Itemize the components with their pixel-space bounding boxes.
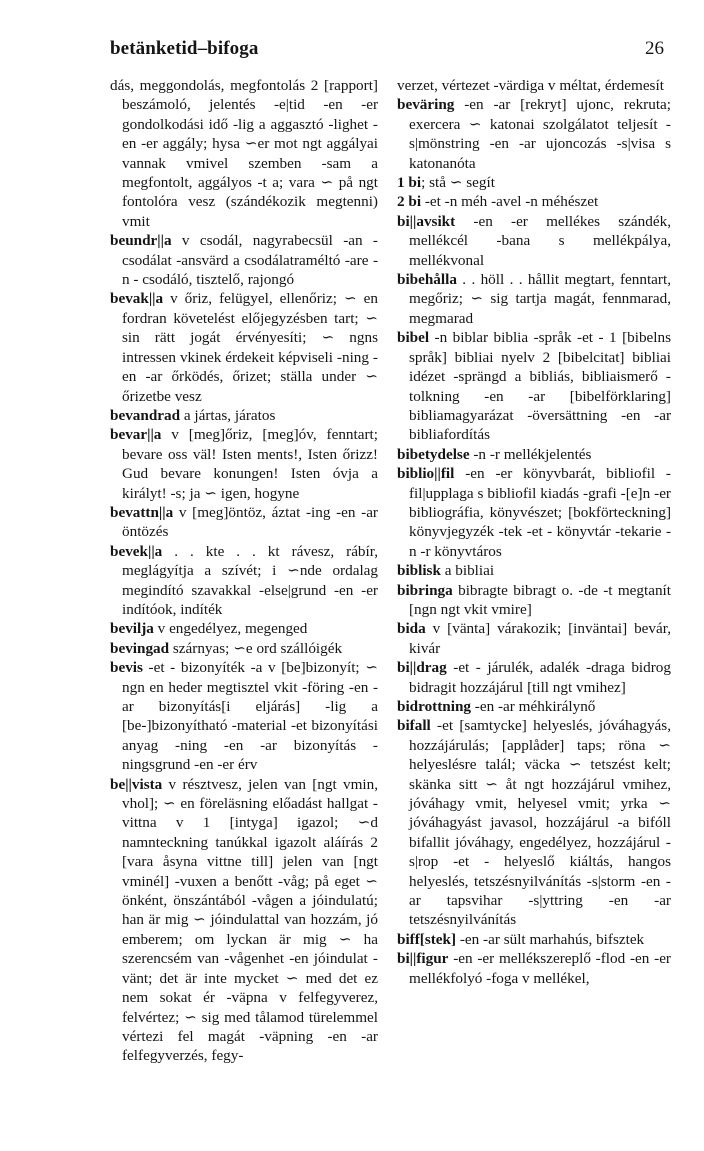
- dictionary-entry: [397, 328, 671, 444]
- headword: bibehålla: [397, 271, 457, 289]
- entry-text: -en -ar méhkirálynő: [471, 698, 596, 715]
- entry-text: . . höll . . hållit megtart, fenntart, megőriz; ∽ sig tartja magát, fennmarad, megmarad: [409, 271, 671, 327]
- entry-text: -et -n méh -avel -n méhészet: [421, 193, 599, 211]
- left-column: [110, 76, 378, 1066]
- entry-text: -en -er mellékszereplő -flod -en -er mellékfolyó -foga v mellékel,: [409, 950, 671, 987]
- dictionary-entry: [110, 425, 378, 503]
- entry-text: v engedélyez, megenged: [153, 620, 308, 638]
- headword: bevingad: [110, 639, 170, 657]
- headword: bi||figur: [397, 950, 449, 968]
- entry-text: -n biblar biblia -språk -et - 1 [bibelns språk] bibliai nyelv 2 [bibelcitat] bibliai idézet -sprängd a bibliás, bibliaismerő -tolkning -en -ar [bibelförklaring] bibliamagyarázat -översättning -en -ar bibliafordítás: [409, 329, 671, 444]
- running-head: betänketid–bifoga: [110, 38, 259, 59]
- dictionary-entry: [110, 406, 378, 425]
- dictionary-entry: [110, 619, 378, 638]
- dictionary-entry: [397, 270, 671, 328]
- entry-text: ; stå ∽ segít: [421, 174, 495, 192]
- headword: bi||avsikt: [397, 212, 456, 230]
- entry-text: v [meg]öntöz, áztat -ing -en -ar öntözés: [122, 503, 378, 541]
- headword: bibringa: [397, 581, 453, 599]
- dictionary-entry: [397, 697, 671, 716]
- dictionary-entry: [110, 503, 378, 542]
- entry-text: a jártas, járatos: [180, 406, 276, 424]
- entry-text: -et - bizonyíték -a v [be]bizonyít; ∽ ngn en heder megtisztel vkit -föring -en -ar bizonyítás[i eljárás] -lig a [be-]bizonyítható -material -et bizonyítási anyag -ning -en -ar bizonyítás -ningsgrund -en -er érv: [122, 659, 378, 774]
- page-header: [110, 38, 670, 64]
- entry-text: -et [samtycke] helyeslés, jóváhagyás, hozzájárulás; [applåder] taps; röna ∽ helyeslésre talál; väcka ∽ tetszést kelt; skänka sitt ∽ åt ngt hozzájárul vmihez, jóváhagy vmit, helyesel vmit; yrka ∽ jóváhagyást javasol, hozzájárul -a bifóll bifallit jóváhagy, engedélyez, hozzájárul -s|rop -et - helyeslő kiáltás, hangos helyeslés, tetszésnyilvánítás -s|storm -en -ar tapsvihar -s|yttring -en -ar tetszésnyilvánítás: [409, 717, 671, 929]
- dictionary-entry: [397, 658, 671, 697]
- entry-text: -en -er könyvbarát, bibliofil -fil|upplaga s bibliofil kiadás -grafi -[e]n -er bibliográfia, könyvészet; [bokförteckning] könyvjegyzék -tek -et - könyvtár -tekarie -n -r könyvtáros: [409, 465, 671, 560]
- headword: be||vista: [110, 775, 163, 793]
- headword: bibetydelse: [397, 445, 470, 463]
- page-number: 26: [645, 38, 664, 59]
- dictionary-entry: [397, 95, 671, 173]
- entry-text: bibragte bibragt o. -de -t megtanít [ngn ngt vkit vmire]: [409, 581, 671, 618]
- headword: bevandrad: [110, 406, 181, 424]
- dictionary-entry: [397, 212, 671, 270]
- dictionary-entry: [110, 76, 378, 231]
- headword: 2 bi: [397, 193, 422, 211]
- dictionary-entry: [397, 445, 671, 464]
- dictionary-entry: [397, 173, 671, 192]
- entry-text: -en -ar [rekryt] ujonc, rekruta; exercera ∽ katonai szolgálatot teljesít -s|mönstring -en -ar ujoncozás -s|visa s katonanóta: [409, 96, 671, 172]
- dictionary-entry: [397, 192, 671, 211]
- dictionary-entry: [397, 930, 671, 949]
- entry-text: a bibliai: [440, 562, 495, 580]
- headword: biblio||fil: [397, 465, 455, 483]
- dictionary-entry: [110, 289, 378, 405]
- dictionary-entry: [110, 775, 378, 1066]
- dictionary-entry: [110, 231, 378, 289]
- headword: bevilja: [110, 620, 154, 638]
- entry-text: -en -ar sült marhahús, bifsztek: [456, 930, 645, 948]
- entry-text: . . kte . . kt rávesz, rábír, meglágyítja a szívét; i ∽nde ordalag megindító szavakkal -else|grund -en -er indítóok, indíték: [122, 542, 378, 618]
- entry-text: v őriz, felügyel, ellenőriz; ∽ en fordran követelést előjegyzésben tart; ∽ sin rätt jogát érvényesíti; ∽ ngns intressen vkinek érdekeit képviseli -ning -en -ar őrködés, őrizet; ställa under ∽ őrizetbe vesz: [122, 290, 378, 405]
- headword: biblisk: [397, 562, 441, 580]
- entry-text: -et - járulék, adalék -draga bidrog bidragit hozzájárul [till ngt vmihez]: [409, 659, 671, 696]
- dictionary-entry: [397, 716, 671, 929]
- headword: bevak||a: [110, 290, 164, 308]
- headword: bevattn||a: [110, 503, 174, 521]
- entry-text: szárnyas; ∽e ord szállóigék: [169, 639, 343, 657]
- right-column: [397, 76, 671, 988]
- entry-text: v [vänta] várakozik; [inväntai] bevár, kivár: [409, 620, 671, 657]
- dictionary-entry: [397, 619, 671, 658]
- dictionary-entry: [110, 639, 378, 658]
- entry-text: -en -er mellékes szándék, mellékcél -bana s mellékpálya, mellékvonal: [409, 212, 671, 269]
- headword: bevis: [110, 659, 143, 677]
- entry-text: dás, meggondolás, megfontolás 2 [rapport] beszámoló, jelentés -e|tid -en -er gondolkodási idő -lig a aggasztó -lighet -en -er aggály; hysa ∽er mot ngt aggályai vannak vmivel szemben -sam a megfontolt, aggályos -t a; vara ∽ på ngt fontolóra vesz (szándékozik megtenni) vmit: [110, 77, 378, 230]
- dictionary-entry: [397, 464, 671, 561]
- headword: bevek||a: [110, 542, 163, 560]
- entry-text: v [meg]őriz, [meg]óv, fenntart; bevare oss väl! Isten ments!, Isten őrizz! Gud bevare konungen! Isten óvja a királyt! -s; ja ∽ igen, hogyne: [122, 426, 378, 502]
- dictionary-entry: [110, 542, 378, 620]
- entry-text: verzet, vértezet -värdiga v méltat, érdemesít: [397, 77, 664, 94]
- headword: bidrottning: [397, 698, 471, 715]
- headword: bifall: [397, 717, 431, 735]
- entry-text: -n -r mellékjelentés: [469, 445, 592, 463]
- headword: biff[stek]: [397, 930, 457, 948]
- dictionary-entry: [397, 76, 671, 95]
- entry-text: v csodál, nagyrabecsül -an - csodálat -ansvärd a csodálatraméltó -are -n - csodáló, tisztelő, rajongó: [122, 232, 378, 289]
- headword: 1 bi: [397, 174, 422, 192]
- dictionary-entry: [397, 561, 671, 580]
- headword: beväring: [397, 96, 455, 114]
- dictionary-entry: [397, 581, 671, 620]
- dictionary-entry: [397, 949, 671, 988]
- headword: bida: [397, 620, 426, 638]
- headword: bibel: [397, 329, 430, 347]
- headword: beundr||a: [110, 232, 172, 250]
- entry-text: v résztvesz, jelen van [ngt vmin, vhol]; ∽ en föreläsning előadást hallgat -vittna v 1 [intyga] igazol; ∽d namnteckning tanúkkal igazolt aláírás 2 [vara åsyna vittne till] jelen van [ngt vminél] -vuxen a benőtt -våg; på eget ∽ önként, önszántából -vågen a jóindulatú; han är mig ∽ jóindulattal van hozzám, jó emberem; om lyckan är mig ∽ ha szerencsém van -vågenhet -en jóindulat -vänt; det är inte mycket ∽ med det ez nem sokat ér -väpna v felfegyverez, felvértez; ∽ sig med tålamod türelemmel vértezi fel magát -väpning -en -ar felfegyverzés, fegy-: [122, 775, 378, 1065]
- dictionary-entry: [110, 658, 378, 774]
- headword: bevar||a: [110, 426, 162, 444]
- headword: bi||drag: [397, 659, 447, 677]
